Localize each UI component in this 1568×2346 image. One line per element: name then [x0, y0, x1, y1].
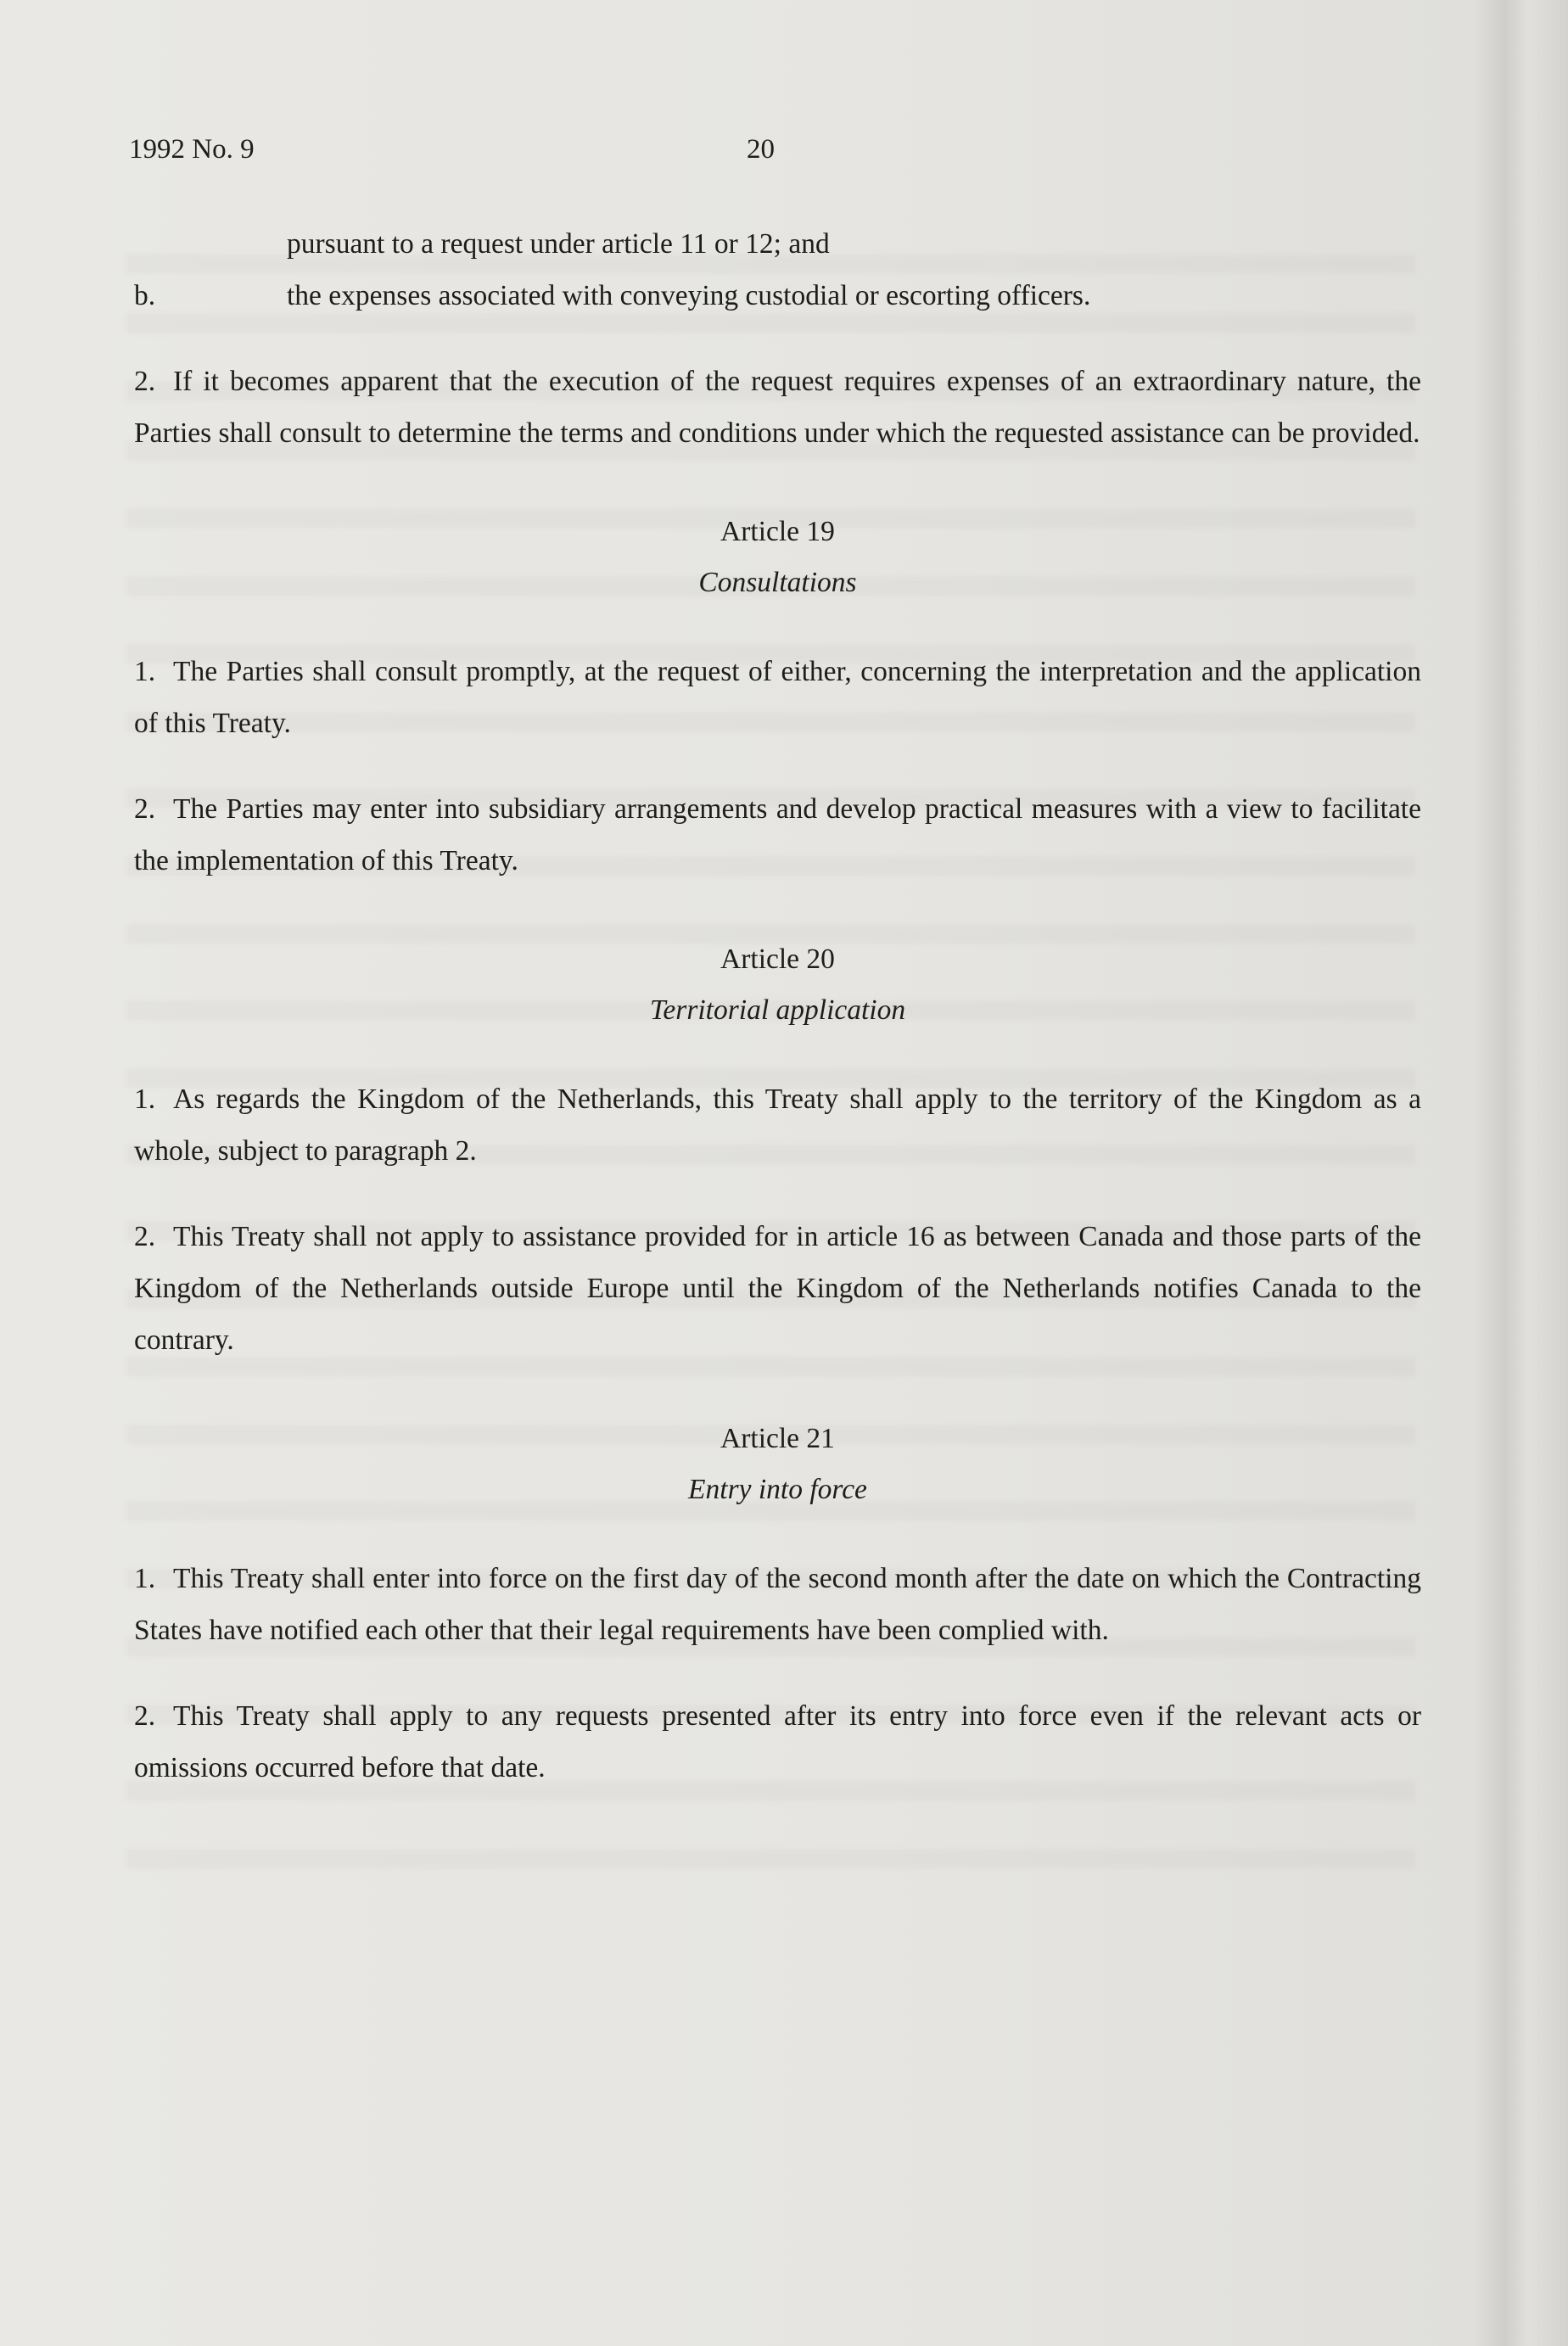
show-through-line — [127, 1850, 1415, 1868]
paragraph-text: As regards the Kingdom of the Netherlands, this Treaty shall apply to the territory of the Kingdom as a whole, subject to paragraph 2. — [134, 1083, 1421, 1167]
paragraph — [134, 1073, 1421, 1177]
paragraph — [134, 783, 1421, 887]
paragraph-number: 1. — [134, 656, 156, 687]
paragraph-number: 2. — [134, 366, 156, 397]
article-title: Entry into force — [688, 1474, 867, 1505]
paragraph-number: 2. — [134, 1700, 156, 1732]
paragraph-text: This Treaty shall enter into force on the first day of the second month after the date on which the Contracting States have notified each other that their legal requirements have been complied with. — [134, 1563, 1421, 1646]
list-item-label: b. — [134, 280, 156, 311]
article-heading: Article 19 — [720, 516, 835, 547]
article-heading: Article 21 — [720, 1423, 835, 1454]
paragraph-number: 2. — [134, 1221, 156, 1252]
article-heading: Article 20 — [720, 943, 835, 975]
paragraph — [134, 356, 1421, 459]
paragraph-text: The Parties may enter into subsidiary arrangements and develop practical measures with a view to facilitate the implementation of this Treaty. — [134, 793, 1421, 876]
paragraph-number: 1. — [134, 1563, 156, 1594]
header-citation: 1992 No. 9 — [129, 134, 255, 165]
paragraph — [134, 646, 1421, 749]
list-item-text: the expenses associated with conveying custodial or escorting officers. — [287, 280, 1091, 311]
list-item-b — [134, 270, 1421, 322]
paragraph-number: 2. — [134, 793, 156, 825]
article-title: Consultations — [698, 567, 857, 598]
article-section — [134, 507, 1421, 887]
article-section — [134, 934, 1421, 1366]
page-number: 20 — [747, 134, 775, 165]
paragraph-text: The Parties shall consult promptly, at the request of either, concerning the interpretation and the application of this Treaty. — [134, 656, 1421, 739]
paragraph — [134, 1553, 1421, 1656]
continuation-line — [134, 218, 1421, 270]
article-title: Territorial application — [649, 994, 906, 1026]
page-body — [134, 218, 1421, 1828]
paragraph — [134, 1690, 1421, 1794]
article-section — [134, 1414, 1421, 1794]
paragraph-text: This Treaty shall apply to any requests presented after its entry into force even if the relevant acts or omissions occurred before that date. — [134, 1700, 1421, 1783]
paragraph-text: This Treaty shall not apply to assistance provided for in article 16 as between Canada and those parts of the Kingdom of the Netherlands outside Europe until the Kingdom of the Netherlands notifies Canada to the contrary. — [134, 1221, 1421, 1356]
paragraph — [134, 1211, 1421, 1366]
paragraph-number: 1. — [134, 1083, 156, 1115]
paragraph-text: If it becomes apparent that the execution of the request requires expenses of an extraordinary nature, the Parties shall consult to determine the terms and conditions under which the requested assistance can be provided. — [134, 366, 1421, 449]
continuation-text: pursuant to a request under article 11 or 12; and — [287, 228, 830, 260]
